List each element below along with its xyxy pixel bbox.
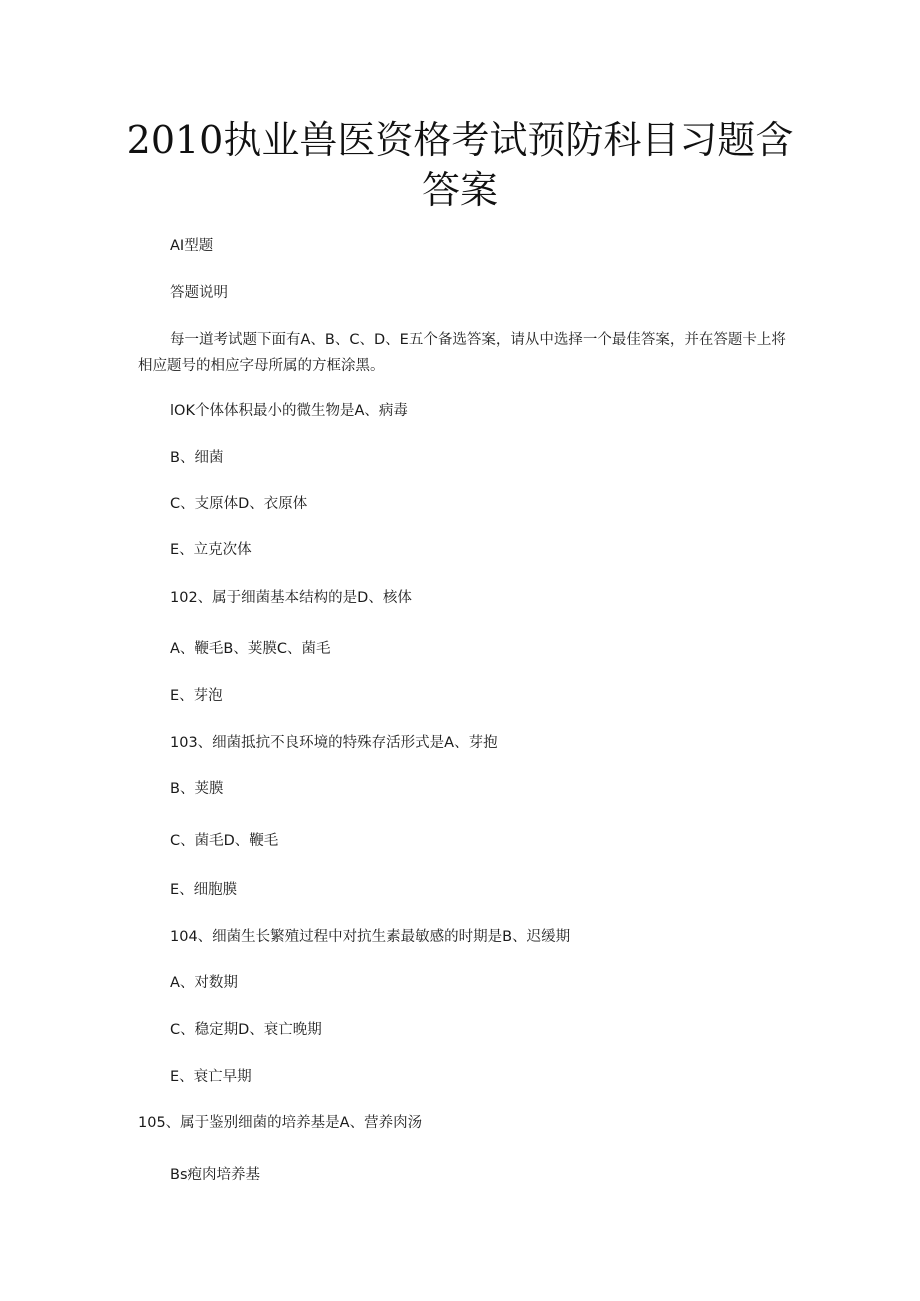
option-line: C、支原体D、衣原体	[170, 496, 308, 512]
question-line: 104、细菌生长繁殖过程中对抗生素最敏感的时期是B、迟缓期	[170, 929, 571, 945]
question-line: 103、细菌抵抗不良环境的特殊存活形式是A、芽抱	[170, 735, 498, 751]
instructions-text: 每一道考试题下面有A、B、C、D、E五个备选答案，请从中选择一个最佳答案，并在答题卡上将相应题号的相应字母所属的方框涂黑。	[138, 332, 786, 374]
question-line: lOK个体体积最小的微生物是A、病毒	[170, 403, 408, 419]
option-line: E、细胞膜	[170, 882, 238, 898]
option-line: Bs疱肉培养基	[170, 1167, 261, 1183]
option-line: B、细菌	[170, 450, 224, 466]
document-title-line-2: 答案	[421, 168, 498, 212]
document-title-line-1: 2010执业兽医资格考试预防科目习题含	[126, 118, 794, 162]
option-line: B、荚膜	[170, 781, 224, 797]
question-line: 105、属于鉴别细菌的培养基是A、营养肉汤	[138, 1115, 423, 1131]
section-type-label: AI型题	[170, 238, 214, 254]
option-line: E、立克次体	[170, 542, 252, 558]
option-line: A、鞭毛B、荚膜C、菌毛	[170, 641, 331, 657]
option-line: A、对数期	[170, 975, 238, 991]
option-line: E、衰亡早期	[170, 1069, 252, 1085]
option-line: C、稳定期D、衰亡晚期	[170, 1022, 322, 1038]
question-line: 102、属于细菌基本结构的是D、核体	[170, 590, 412, 606]
option-line: E、芽泡	[170, 688, 223, 704]
option-line: C、菌毛D、鞭毛	[170, 833, 279, 849]
instructions-heading: 答题说明	[170, 285, 228, 301]
